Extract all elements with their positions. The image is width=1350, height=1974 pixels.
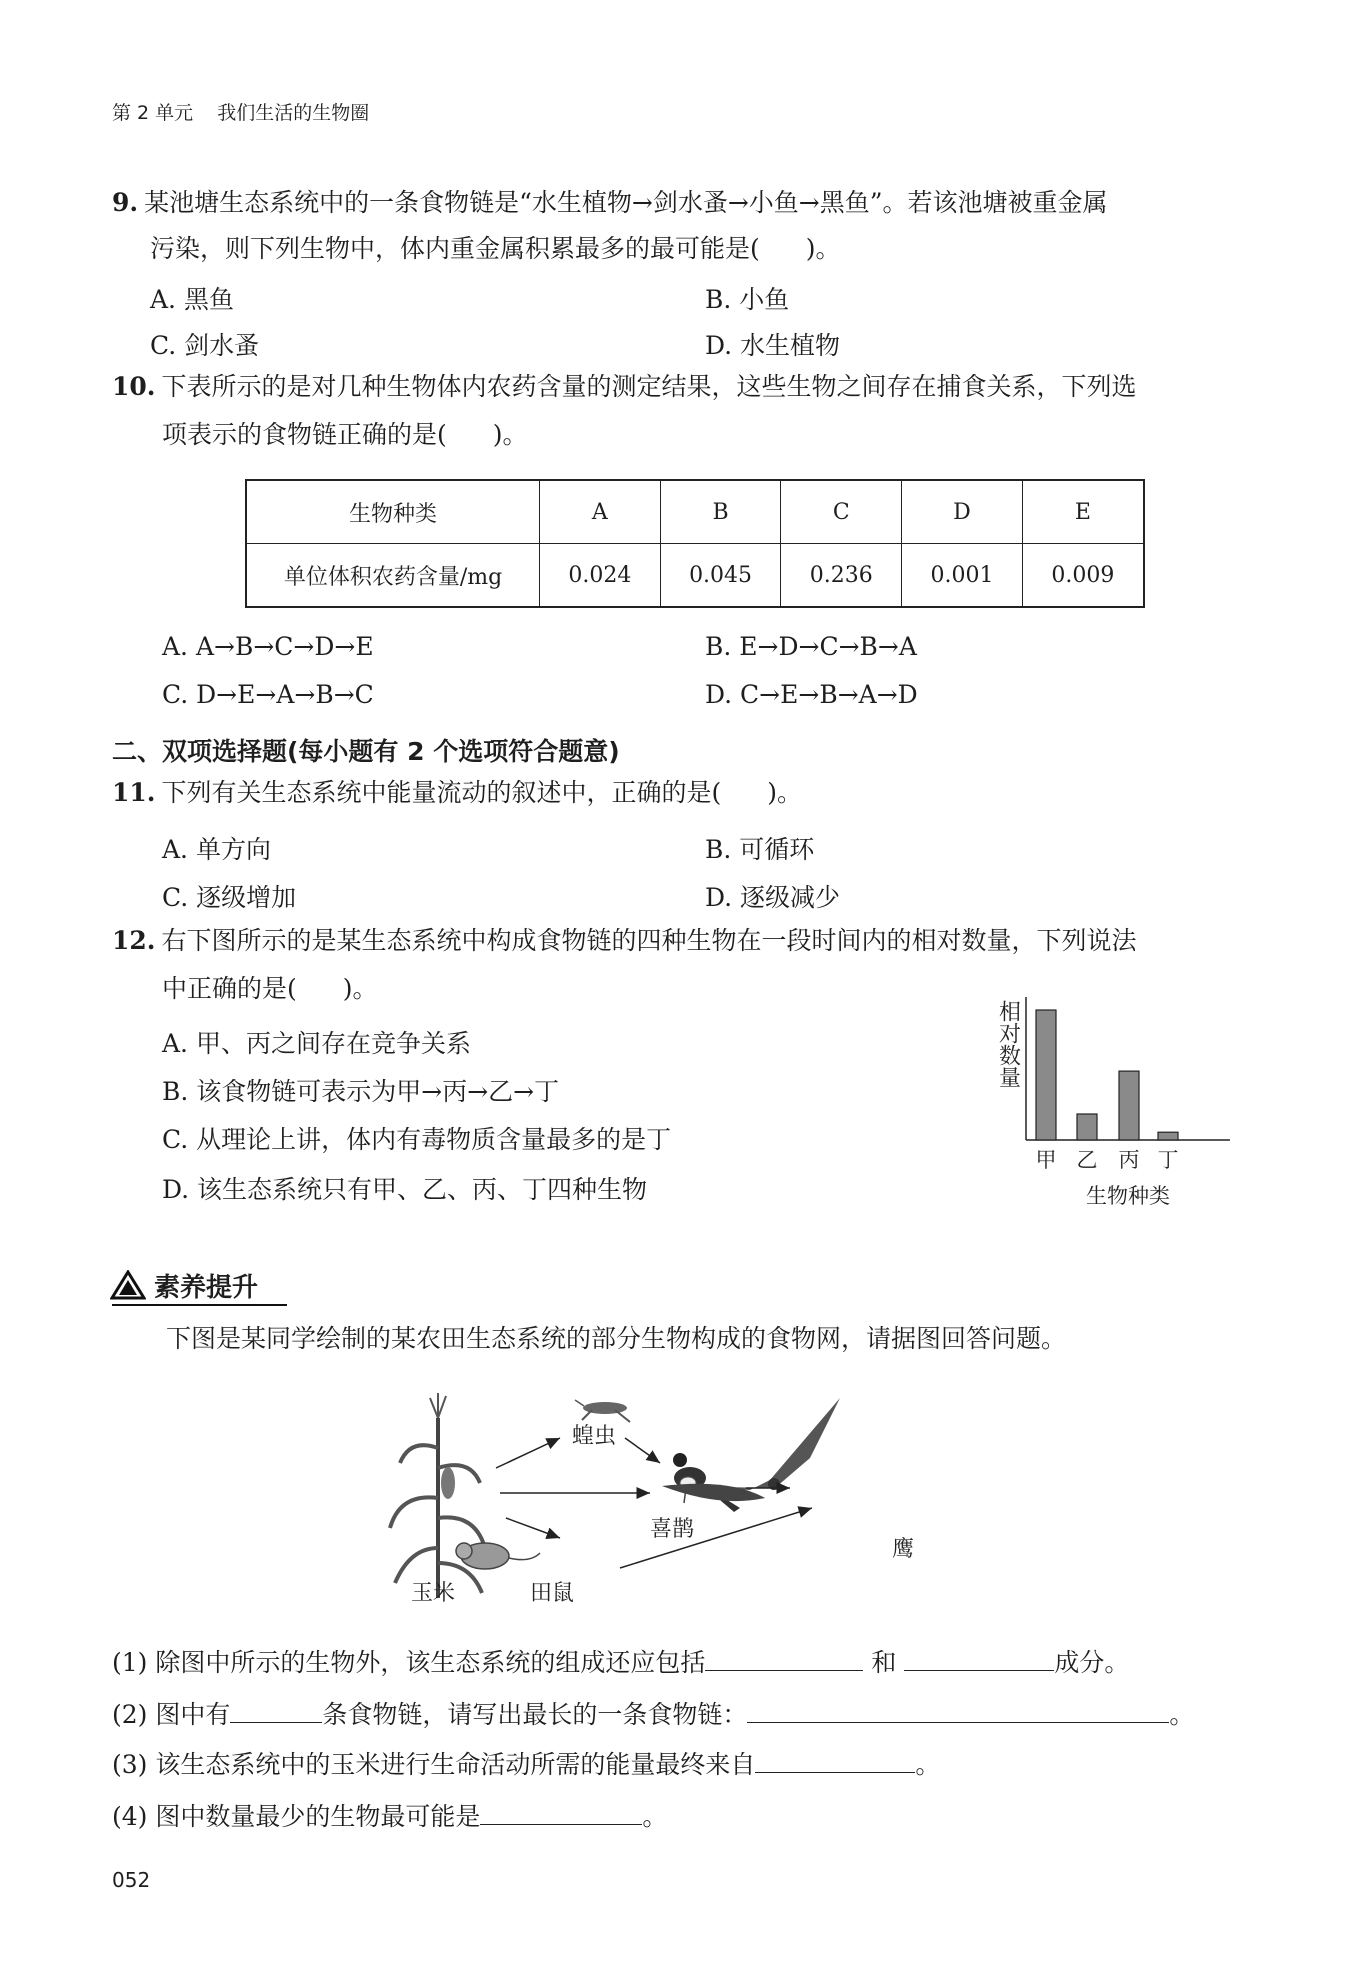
unit-title: 我们生活的生物圈 (217, 102, 370, 124)
literacy-title: 素养提升 (154, 1272, 259, 1303)
q10-option-d: D. C→E→B→A→D (705, 680, 918, 709)
bars-group (1036, 1010, 1178, 1140)
q9-text2a: 污染，则下列生物中，体内重金属积累最多的最可能是( (150, 234, 760, 263)
bar-0 (1036, 1010, 1056, 1140)
literacy-q3-end: 。 (915, 1750, 941, 1779)
label-magpie: 喜鹊 (650, 1517, 695, 1542)
magpie-illustration (673, 1453, 740, 1512)
x-tick-label: 乙 (1076, 1148, 1098, 1172)
literacy-q1-text: (1) 除图中所示的生物外，该生态系统的组成还应包括 (112, 1648, 706, 1677)
q9-number: 9. (112, 188, 139, 217)
food-web-diagram (370, 1388, 990, 1628)
q10-option-a: A. A→B→C→D→E (162, 632, 374, 661)
table-cell: 0.045 (660, 544, 781, 608)
q9-option-b: B. 小鱼 (705, 285, 790, 314)
answer-blank[interactable] (705, 1644, 863, 1671)
literacy-q1-and: 和 (871, 1648, 897, 1677)
table-header-cell: D (902, 480, 1023, 544)
bar-2 (1119, 1071, 1139, 1140)
q11-line1 (112, 770, 802, 816)
literacy-q1-end: 成分。 (1054, 1648, 1130, 1677)
table-cell: 0.001 (902, 544, 1023, 608)
page-number: 052 (112, 1868, 151, 1892)
literacy-q4 (112, 1794, 667, 1840)
table-cell: 0.009 (1022, 544, 1144, 608)
answer-blank[interactable] (480, 1798, 642, 1825)
arrow-mouse-to-eagle (620, 1508, 812, 1568)
q12-option-c: C. 从理论上讲，体内有毒物质含量最多的是丁 (162, 1125, 672, 1154)
table-header-cell: C (781, 480, 902, 544)
literacy-q4-end: 。 (642, 1802, 668, 1831)
table-header-cell: E (1022, 480, 1144, 544)
q9-option-d: D. 水生植物 (705, 331, 841, 360)
q10-text1: 下表所示的是对几种生物体内农药含量的测定结果，这些生物之间存在捕食关系，下列选 (161, 372, 1137, 401)
warning-triangle-icon (110, 1270, 146, 1300)
section2-title: 二、双项选择题(每小题有 2 个选项符合题意) (112, 737, 620, 766)
table-header-cell: A (540, 480, 661, 544)
q9-line1 (112, 180, 1108, 226)
x-tick-label: 丙 (1118, 1148, 1140, 1172)
table-header-cell: B (660, 480, 781, 544)
arrow-corn-to-grasshopper (496, 1438, 560, 1468)
field-mouse-illustration (456, 1543, 540, 1569)
q11-option-d: D. 逐级减少 (705, 883, 841, 912)
q9-line2 (150, 226, 841, 272)
table-cell: 0.236 (781, 544, 902, 608)
table-row (246, 544, 1144, 608)
arrow-corn-to-mouse (506, 1518, 560, 1538)
literacy-title-underline (112, 1304, 287, 1306)
literacy-q4-text: (4) 图中数量最少的生物最可能是 (112, 1802, 481, 1831)
y-axis-label: 相对数量 (995, 1000, 1021, 1088)
answer-blank[interactable] (755, 1746, 915, 1773)
answer-blank[interactable] (904, 1644, 1054, 1671)
bar-3 (1158, 1132, 1178, 1140)
relative-quantity-bar-chart (990, 985, 1240, 1215)
table-cell: 0.024 (540, 544, 661, 608)
unit-label: 第 2 单元 (112, 102, 194, 124)
table-header-row (246, 480, 1144, 544)
q12-text2a: 中正确的是( (162, 974, 297, 1003)
q10-text2a: 项表示的食物链正确的是( (162, 420, 447, 449)
x-tick-label: 甲 (1035, 1148, 1057, 1172)
x-tick-label: 丁 (1157, 1148, 1179, 1172)
q10-option-c: C. D→E→A→B→C (162, 680, 374, 709)
grasshopper-illustration (575, 1400, 630, 1422)
q10-line1 (112, 364, 1137, 410)
q9-option-c: C. 剑水蚤 (150, 331, 260, 360)
page-header (112, 98, 369, 125)
x-tick-labels (1036, 1148, 1179, 1172)
q10-number: 10. (112, 372, 156, 401)
label-eagle: 鹰 (892, 1537, 915, 1562)
label-grasshopper: 蝗虫 (572, 1424, 617, 1449)
q10-option-b: B. E→D→C→B→A (705, 632, 917, 661)
q10-line2 (162, 412, 528, 458)
q12-option-a: A. 甲、丙之间存在竞争关系 (162, 1029, 471, 1058)
table-cell: 单位体积农药含量/mg (246, 544, 540, 608)
label-corn: 玉米 (411, 1581, 456, 1606)
q11-text1a: 下列有关生态系统中能量流动的叙述中，正确的是( (161, 778, 722, 807)
q11-option-a: A. 单方向 (162, 835, 271, 864)
q12-number: 12. (112, 926, 156, 955)
q12-line2 (162, 966, 378, 1012)
bar-1 (1077, 1114, 1097, 1140)
literacy-q3-text: (3) 该生态系统中的玉米进行生命活动所需的能量最终来自 (112, 1750, 756, 1779)
literacy-heading (110, 1268, 258, 1302)
label-field-mouse: 田鼠 (530, 1581, 575, 1606)
q11-option-b: B. 可循环 (705, 835, 815, 864)
x-axis-label: 生物种类 (1086, 1184, 1170, 1208)
arrow-grasshopper-to-magpie (625, 1438, 660, 1463)
q11-text1b: )。 (767, 778, 803, 807)
literacy-q2-text: (2) 图中有 (112, 1700, 231, 1729)
literacy-q1 (112, 1640, 1129, 1686)
q12-line1 (112, 918, 1137, 964)
q9-option-a: A. 黑鱼 (150, 285, 234, 314)
q11-option-c: C. 逐级增加 (162, 883, 297, 912)
q9-text2b: )。 (805, 234, 841, 263)
q12-option-b: B. 该食物链可表示为甲→丙→乙→丁 (162, 1077, 560, 1106)
answer-blank[interactable] (747, 1696, 1169, 1723)
eagle-illustration (662, 1398, 840, 1501)
q12-text1: 右下图所示的是某生态系统中构成食物链的四种生物在一段时间内的相对数量，下列说法 (161, 926, 1137, 955)
q9-text1: 某池塘生态系统中的一条食物链是“水生植物→剑水蚤→小鱼→黑鱼”。若该池塘被重金属 (144, 188, 1108, 217)
table-header-cell: 生物种类 (246, 480, 540, 544)
answer-blank[interactable] (230, 1696, 322, 1723)
literacy-q3 (112, 1742, 940, 1788)
q10-text2b: )。 (492, 420, 528, 449)
q12-text2b: )。 (342, 974, 378, 1003)
q12-option-d: D. 该生态系统只有甲、乙、丙、丁四种生物 (162, 1175, 648, 1204)
literacy-intro: 下图是某同学绘制的某农田生态系统的部分生物构成的食物网，请据图回答问题。 (166, 1324, 1067, 1353)
pesticide-table (245, 479, 1145, 608)
q11-number: 11. (112, 778, 156, 807)
literacy-q2-mid: 条食物链，请写出最长的一条食物链： (322, 1700, 748, 1729)
literacy-q2 (112, 1692, 1194, 1738)
literacy-q2-end: 。 (1169, 1700, 1195, 1729)
